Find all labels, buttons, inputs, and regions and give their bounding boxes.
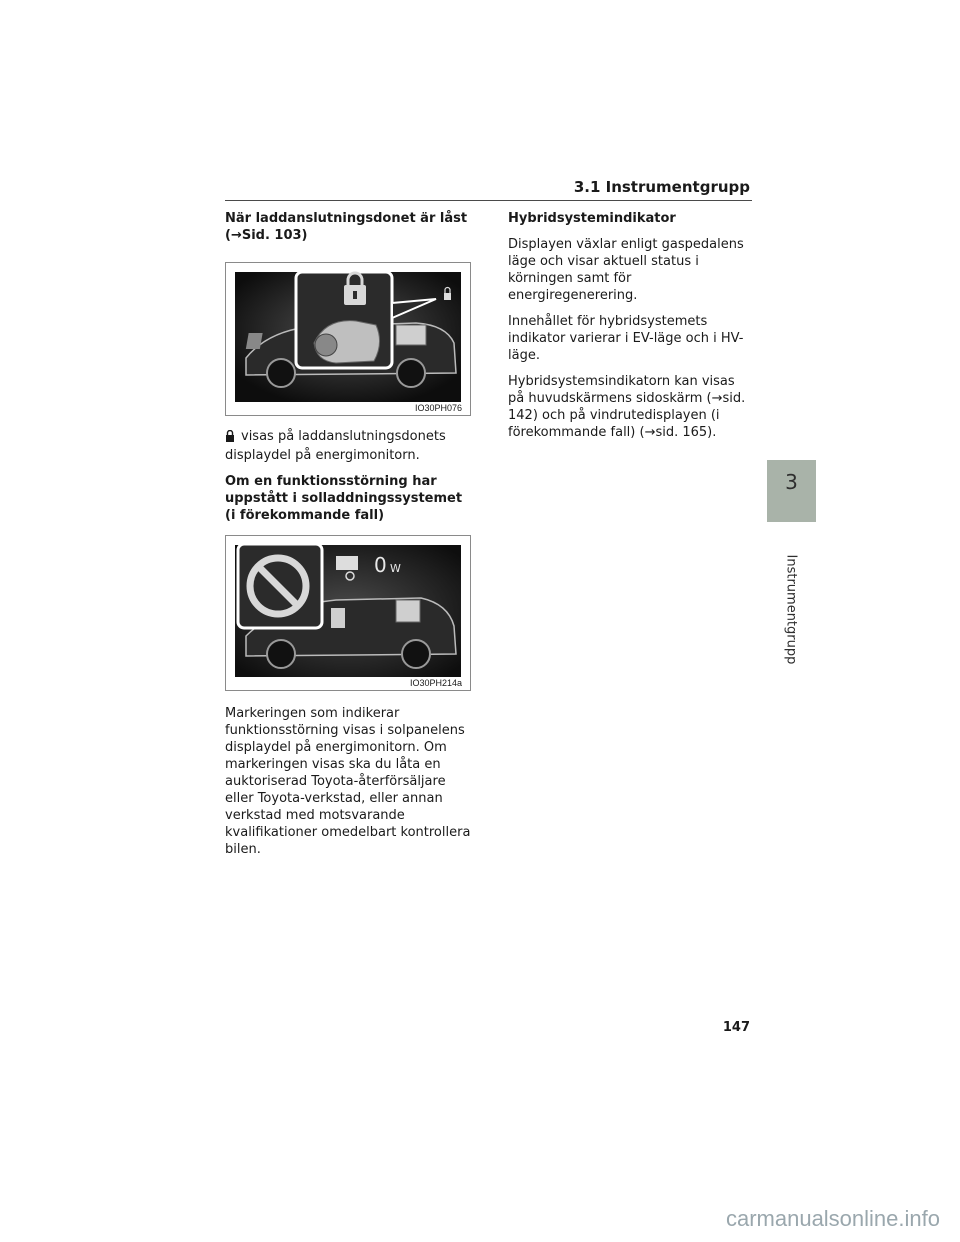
chapter-number: 3 <box>785 470 798 494</box>
left-column <box>225 210 475 253</box>
left-column-bottom <box>225 705 475 867</box>
power-unit: W <box>390 562 401 575</box>
power-readout: 0 <box>374 553 387 577</box>
right-column <box>508 210 753 450</box>
figure-code: IO30PH076 <box>414 403 462 413</box>
page-number: 147 <box>722 1020 750 1035</box>
figure-lock <box>225 262 471 416</box>
figure-code: IO30PH214a <box>409 678 462 688</box>
heading-lock: När laddanslutningsdonet är låst (→Sid. 103) <box>225 211 468 243</box>
figure-solar <box>225 535 471 691</box>
section-title: 3.1 Instrumentgrupp <box>573 178 750 196</box>
header-rule <box>225 200 752 201</box>
figure-solar-illustration <box>226 536 470 690</box>
hybrid-paragraph-3: Hybridsystemsindikatorn kan visas på huvudskärmens sidoskärm (→sid. 142) och på vindrutedisplayen (i förekommande fall) (→sid. 165). <box>508 374 746 440</box>
hybrid-paragraph-1: Displayen växlar enligt gaspedalens läge och visar aktuell status i körningen samt för energiregenerering. <box>508 237 744 303</box>
chapter-label-text: Instrumentgrupp <box>783 554 799 665</box>
figure-lock-illustration <box>226 263 470 415</box>
lock-description <box>225 428 475 464</box>
solar-description: Markeringen som indikerar funktionsstörning visas i solpanelens displaydel på energimonitorn. Om markeringen visas ska du låta en auktoriserad Toyota-återförsäljare eller Toyota-verkstad, eller annan verkstad med motsvarande kvalifikationer omedelbart kontrollera bilen. <box>225 706 471 857</box>
heading-solar: Om en funktionsstörning har uppstått i solladdningssystemet (i förekommande fall) <box>225 474 463 523</box>
watermark: carmanualsonline.info <box>725 1206 940 1231</box>
left-column-mid <box>225 428 475 533</box>
hybrid-paragraph-2: Innehållet för hybridsystemets indikator varierar i EV-läge och i HV-läge. <box>508 314 744 363</box>
lock-icon <box>225 430 235 447</box>
chapter-label <box>756 554 826 682</box>
heading-hybrid: Hybridsystemindikator <box>508 211 676 226</box>
solar-panel-icon <box>336 556 358 570</box>
lock-description-text: visas på laddanslutningsdonets displaydel på energimonitorn. <box>225 429 446 463</box>
